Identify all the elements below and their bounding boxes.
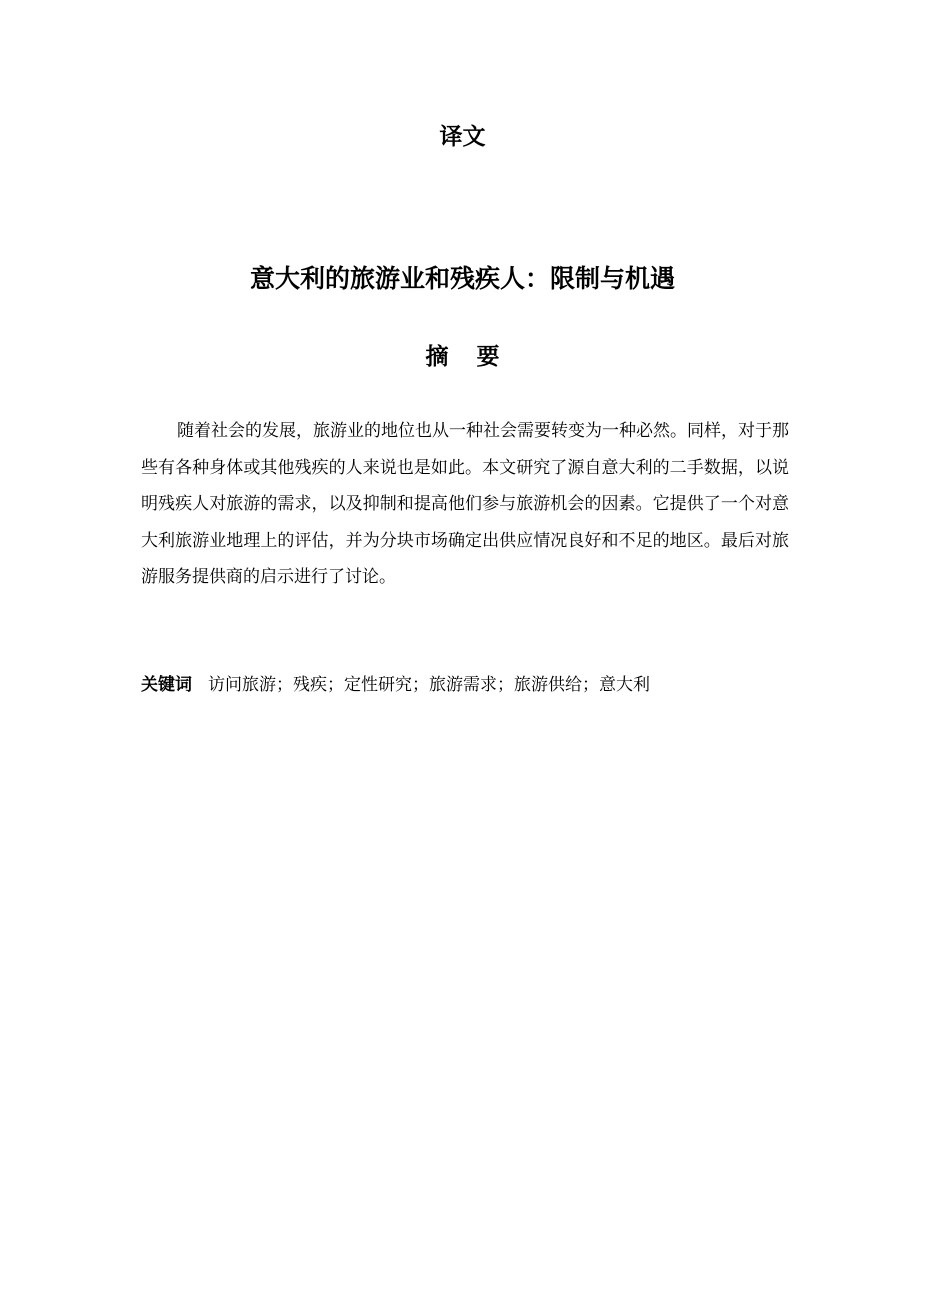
document-title: 意大利的旅游业和残疾人：限制与机遇 [249,264,675,293]
keywords-value: 访问旅游；残疾；定性研究；旅游需求；旅游供给；意大利 [208,675,650,695]
abstract-heading: 摘要 [425,344,528,370]
section-heading: 译文 [439,124,486,150]
keywords-label: 关键词 [141,675,192,695]
abstract-body: 随着社会的发展，旅游业的地位也从一种社会需要转变为一种必然。同样，对于那些有各种身体或其他残疾的人来说也是如此。本文研究了源自意大利的二手数据，以说明残疾人对旅游的需求，以及抑制和提高他们参与旅游机会的因素。它提供了一个对意大利旅游业地理上的评估，并为分块市场确定出供应情况良好和不足的地区。最后对旅游服务提供商的启示进行了讨论。 [141,421,789,587]
keywords-line [141,672,789,698]
